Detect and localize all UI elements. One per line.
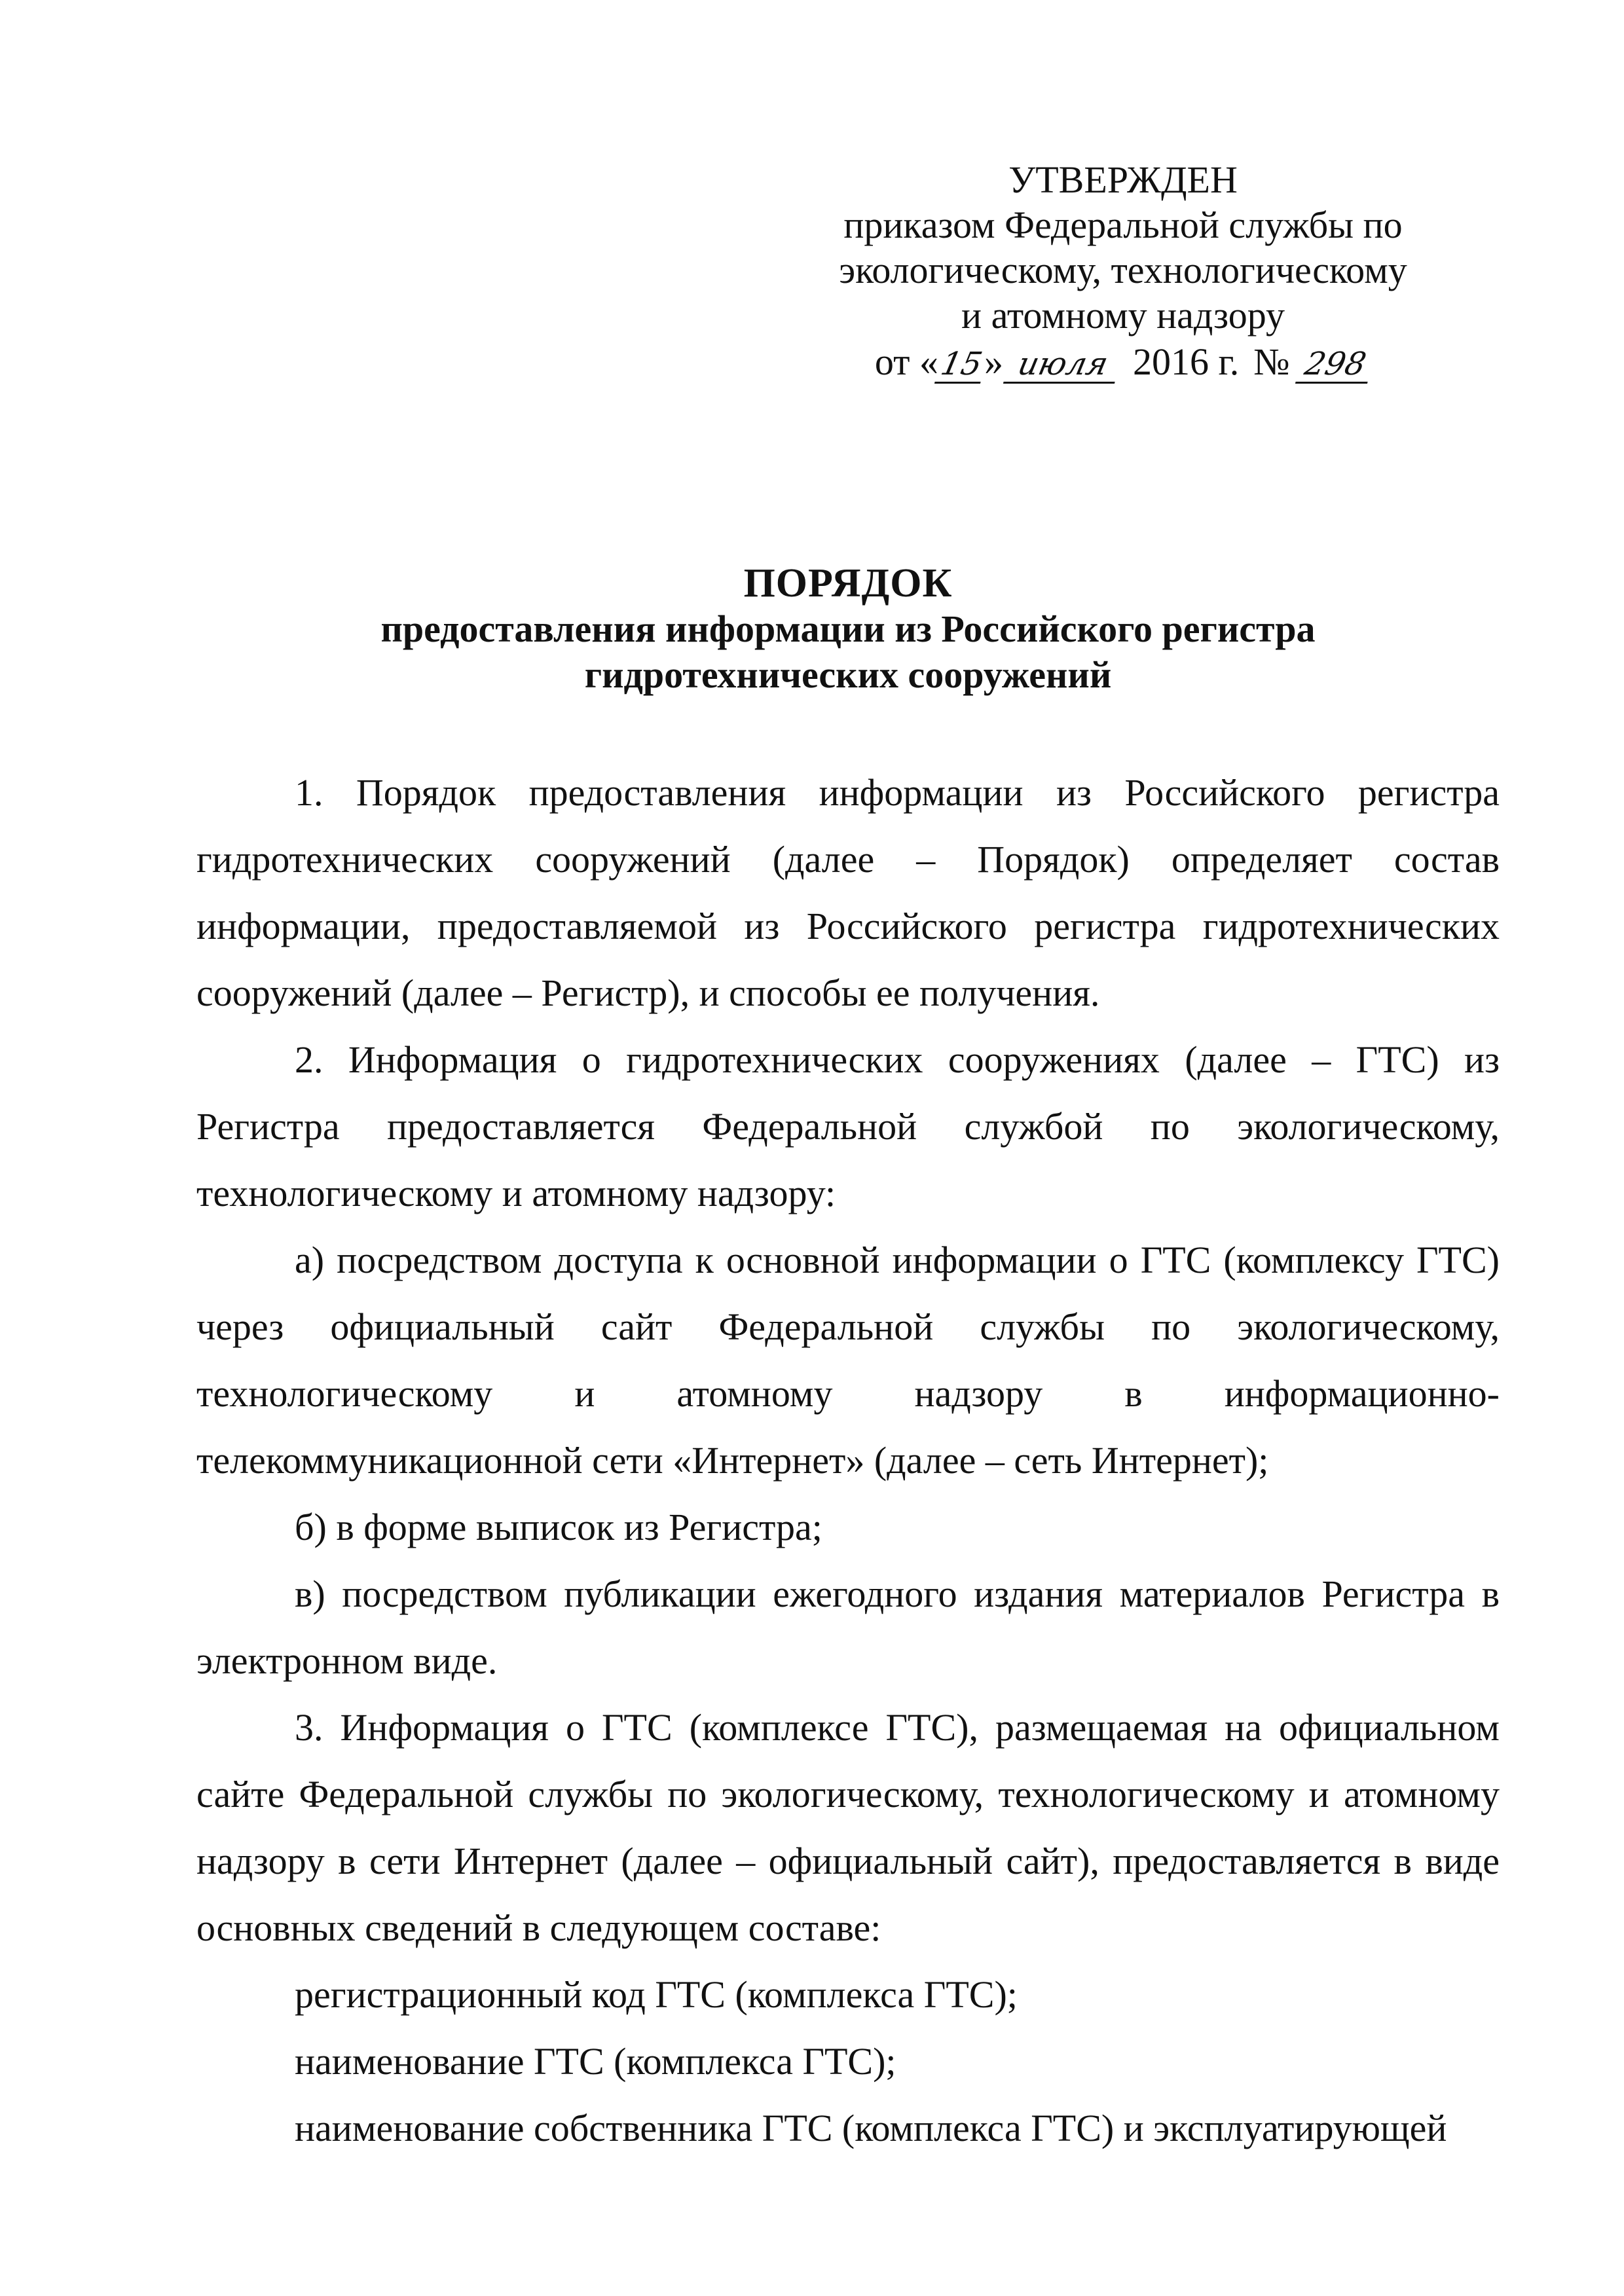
- date-prefix: от «: [874, 340, 938, 383]
- paragraph-3: 3. Информация о ГТС (комплексе ГТС), размещаемая на официальном сайте Федеральной службы по экологическому, технологическому и атомному надзору в сети Интернет (далее – официальный сайт), предоставляется в виде основных сведений в следующем составе:: [196, 1706, 1500, 1949]
- paragraph-2b: б) в форме выписок из Регистра;: [295, 1506, 822, 1548]
- title-line-2: предоставления информации из Российского регистра: [380, 608, 1316, 650]
- paragraph-2: 2. Информация о гидротехнических сооружениях (далее – ГТС) из Регистра предоставляется Федеральной службой по экологическому, технологическому и атомному надзору:: [196, 1038, 1500, 1214]
- date-mid: »: [984, 340, 1003, 383]
- title-line-1: ПОРЯДОК: [743, 561, 953, 606]
- approval-heading: УТВЕРЖДЕН: [1008, 158, 1238, 201]
- document-body: [196, 759, 1500, 2162]
- approval-line-3: и атомному надзору: [961, 294, 1285, 337]
- title-line-3: гидротехнических сооружений: [584, 653, 1112, 696]
- list-item-name: наименование ГТС (комплекса ГТС);: [295, 2040, 896, 2083]
- document-title: [196, 560, 1500, 698]
- approval-date-line: [805, 339, 1441, 384]
- paragraph-2v: в) посредством публикации ежегодного издания материалов Регистра в электронном виде.: [196, 1573, 1500, 1682]
- approval-line-2: экологическому, технологическому: [839, 249, 1407, 291]
- list-item-registration-code: регистрационный код ГТС (комплекса ГТС);: [295, 1973, 1018, 2016]
- date-year: 2016 г.: [1133, 340, 1240, 383]
- approval-line-1: приказом Федеральной службы по: [843, 204, 1403, 246]
- list-item-owner: наименование собственника ГТС (комплекса ГТС) и эксплуатирующей: [295, 2107, 1447, 2149]
- number-sign: №: [1253, 340, 1290, 383]
- handwritten-day: 15: [934, 346, 988, 384]
- handwritten-number: 298: [1295, 346, 1375, 384]
- handwritten-month: июля: [1003, 346, 1122, 384]
- paragraph-1: 1. Порядок предоставления информации из Российского регистра гидротехнических сооружений (далее – Порядок) определяет состав информации, предоставляемой из Российского регистра гидротехнических сооружений (далее – Регистр), и способы ее получения.: [196, 771, 1500, 1014]
- paragraph-2a: а) посредством доступа к основной информации о ГТС (комплексу ГТС) через официальный сайт Федеральной службы по экологическому, технологическому и атомному надзору в информационно-телекоммуникационной сети «Интернет» (далее – сеть Интернет);: [196, 1239, 1500, 1482]
- approval-stamp-block: [805, 157, 1441, 384]
